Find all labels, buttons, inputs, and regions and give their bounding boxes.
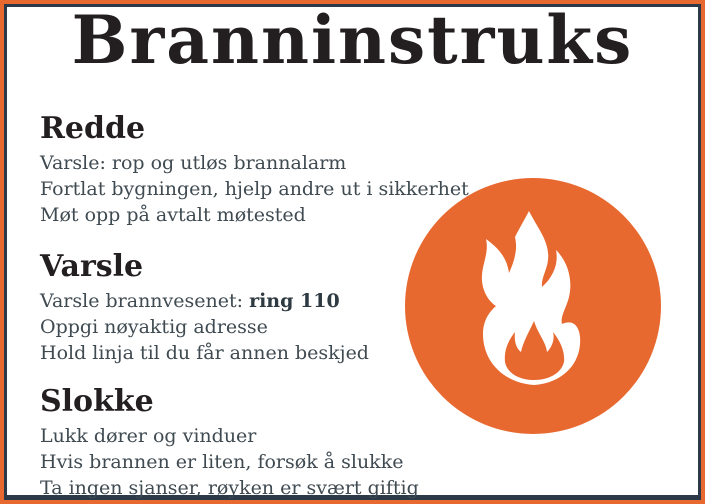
varsle-line-3: Hold linja til du får annen beskjed	[40, 342, 369, 364]
redde-line-1: Varsle: rop og utløs brannalarm	[40, 152, 347, 174]
poster-title: Branninstruks	[71, 1, 634, 79]
varsle-line-1	[40, 288, 369, 314]
section-varsle-heading: Varsle	[40, 249, 144, 284]
varsle-line-2: Oppgi nøyaktig adresse	[40, 316, 268, 338]
redde-line-3: Møt opp på avtalt møtested	[40, 204, 306, 226]
poster-inner-border	[4, 1, 701, 500]
slokke-line-1: Lukk dører og vinduer	[40, 425, 257, 447]
section-slokke	[40, 386, 419, 501]
fire-badge	[405, 178, 661, 434]
redde-line-2: Fortlat bygningen, hjelp andre ut i sikkerhet	[40, 178, 469, 200]
fire-icon	[405, 178, 661, 434]
section-slokke-heading: Slokke	[40, 384, 154, 419]
section-redde-heading: Redde	[40, 111, 146, 146]
slokke-line-3: Ta ingen sjanser, røyken er svært giftig	[40, 477, 419, 499]
slokke-line-2: Hvis brannen er liten, forsøk å slukke	[40, 451, 404, 473]
section-varsle	[40, 251, 369, 366]
varsle-line-1-prefix: Varsle brannvesenet:	[40, 290, 250, 312]
emergency-number: ring 110	[249, 290, 340, 312]
